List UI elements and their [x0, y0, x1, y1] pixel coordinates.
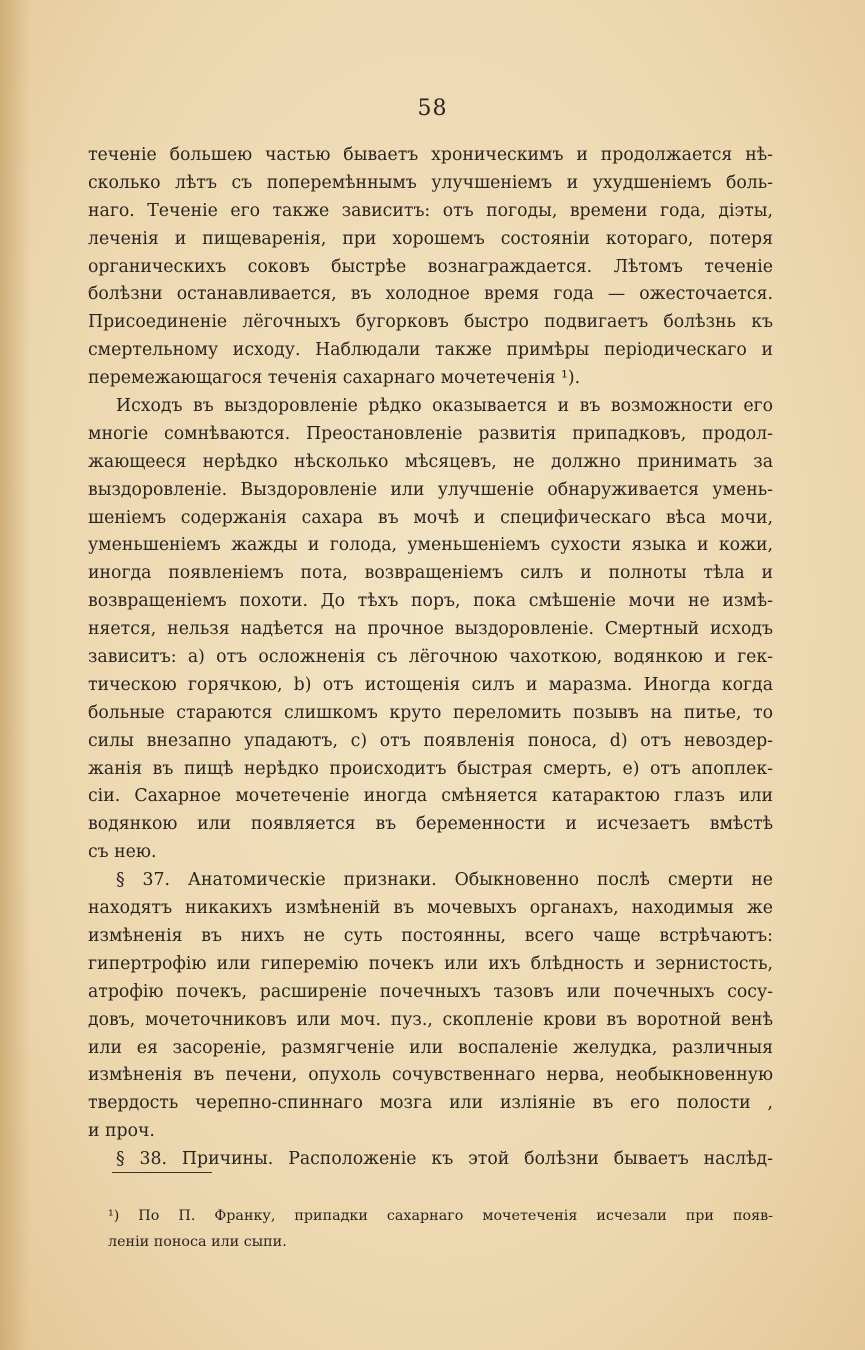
- text-line: сколько лѣтъ съ поперемѣннымъ улучшеніемъ и ухудшеніемъ боль-: [88, 172, 773, 193]
- text-line: находятъ никакихъ измѣненій въ мочевыхъ органахъ, находимыя же: [88, 898, 773, 919]
- text-line: Присоединеніе лёгочныхъ бугорковъ быстро подвигаетъ болѣзнь къ: [88, 312, 773, 333]
- text-line: довъ, мочеточниковъ или моч. пуз., скопленіе крови въ воротной венѣ: [88, 1009, 773, 1030]
- body-text: [88, 142, 773, 1174]
- footnote-line: ¹) По П. Франку, припадки сахарнаго мочетеченія исчезали при появ-: [108, 1208, 773, 1224]
- text-line: возвращеніемъ похоти. До тѣхъ поръ, пока смѣшеніе мочи не измѣ-: [88, 591, 773, 612]
- section-heading-line: § 38. Причины. Расположеніе къ этой болѣзни бываетъ наслѣд-: [116, 1149, 773, 1170]
- text-line: атрофію почекъ, расширеніе почечныхъ тазовъ или почечныхъ сосу-: [88, 981, 773, 1002]
- text-line: сіи. Сахарное мочетеченіе иногда смѣняется катарактою глазъ или: [88, 786, 773, 807]
- footnote: [108, 1203, 773, 1255]
- text-line: выздоровленіе. Выздоровленіе или улучшеніе обнаруживается умень-: [88, 479, 773, 500]
- text-line: болѣзни останавливается, въ холодное время года — ожесточается.: [88, 284, 773, 305]
- text-line: твердость черепно-спиннаго мозга или изліяніе въ его полости ,: [88, 1093, 773, 1114]
- text-line: измѣненія въ нихъ не суть постоянны, всего чаще встрѣчаютъ:: [88, 925, 773, 946]
- page-edge-shadow: [0, 0, 30, 1350]
- text-line: тическою горячкою, b) отъ истощенія силъ и маразма. Иногда когда: [88, 674, 773, 695]
- footnote-divider: [112, 1172, 212, 1173]
- text-line: перемежающагося теченія сахарнаго мочетеченія ¹).: [88, 368, 581, 389]
- text-line: няется, нельзя надѣется на прочное выздоровленіе. Смертный исходъ: [88, 619, 773, 640]
- text-line: смертельному исходу. Наблюдали также примѣры періодическаго и: [88, 340, 773, 361]
- text-line: водянкою или появляется въ беременности и исчезаетъ вмѣстѣ: [88, 814, 773, 835]
- text-line: теченіе большею частью бываетъ хроническимъ и продолжается нѣ-: [88, 145, 773, 165]
- text-line: наго. Теченіе его также зависитъ: отъ погоды, времени года, діэты,: [88, 200, 773, 221]
- section-heading-line: § 37. Анатомическіе признаки. Обыкновенно послѣ смерти не: [116, 870, 773, 891]
- text-line: леченія и пищеваренія, при хорошемъ состояніи котораго, потеря: [88, 228, 773, 249]
- text-line: измѣненія въ печени, опухоль сочувственнаго нерва, необыкновенную: [88, 1065, 773, 1086]
- text-line: или ея засореніе, размягченіе или воспаленіе желудка, различныя: [88, 1037, 773, 1058]
- text-line: зависитъ: a) отъ осложненія съ лёгочною чахоткою, водянкою и гек-: [88, 647, 773, 668]
- text-line: иногда появленіемъ пота, возвращеніемъ силъ и полноты тѣла и: [88, 563, 773, 584]
- page-number: 58: [417, 96, 448, 121]
- text-line: больные стараются слишкомъ круто переломить позывъ на питье, то: [88, 702, 773, 723]
- text-line: силы внезапно упадаютъ, c) отъ появленія поноса, d) отъ невоздер-: [88, 730, 773, 751]
- text-line: гипертрофію или гиперемію почекъ или ихъ блѣдность и зернистость,: [88, 953, 773, 974]
- text-line: органическихъ соковъ быстрѣе вознаграждается. Лѣтомъ теченіе: [88, 256, 773, 277]
- text-line: жающееся нерѣдко нѣсколько мѣсяцевъ, не должно принимать за: [88, 451, 773, 472]
- footnote-line: леніи поноса или сыпи.: [108, 1234, 287, 1250]
- text-line: шеніемъ содержанія сахара въ мочѣ и специфическаго вѣса мочи,: [88, 507, 773, 528]
- text-line: съ нею.: [88, 842, 157, 863]
- text-line: Исходъ въ выздоровленіе рѣдко оказывается и въ возможности его: [116, 396, 773, 417]
- text-line: жанія въ пищѣ нерѣдко происходитъ быстрая смерть, e) отъ апоплек-: [88, 758, 773, 779]
- text-line: и проч.: [88, 1121, 155, 1142]
- text-line: уменьшеніемъ жажды и голода, уменьшеніемъ сухости языка и кожи,: [88, 535, 773, 556]
- text-line: многіе сомнѣваются. Преостановленіе развитія припадковъ, продол-: [88, 423, 773, 444]
